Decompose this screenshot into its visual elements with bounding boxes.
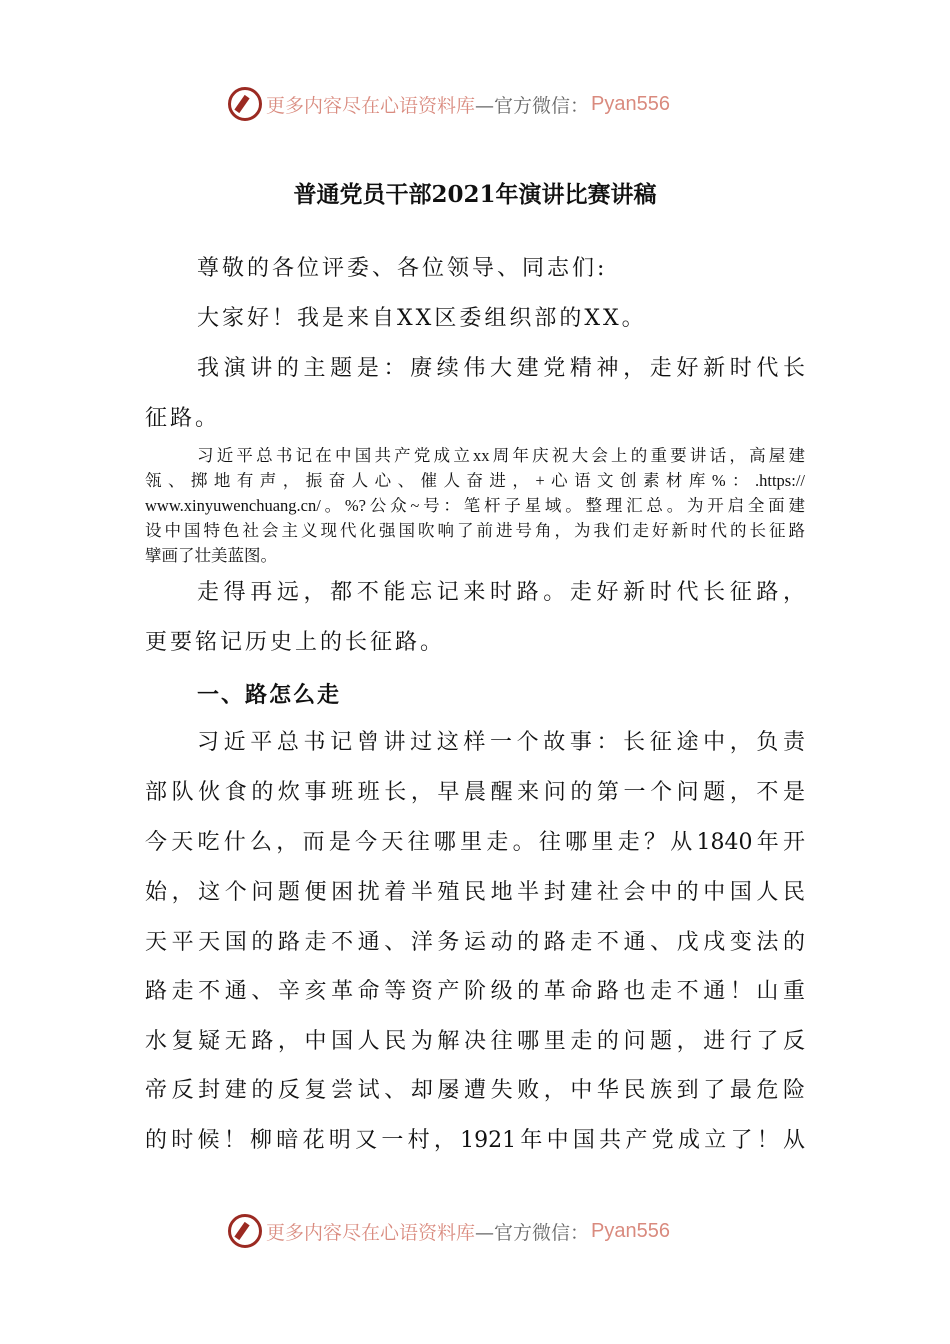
para3-line: 部队伙食的炊事班班长，早晨醒来问的第一个问题，不是 [145, 780, 805, 805]
logo-icon [228, 87, 262, 121]
banner-separator: —官方微信： [475, 94, 590, 117]
theme-line: 征路。 [145, 406, 221, 431]
quote-line: 设中国特色社会主义现代化强国吹响了前进号角，为我们走好新时代的长征路 [145, 521, 805, 540]
quote-line: 瓴、掷地有声，振奋人心、催人奋进，+心语文创素材库%：.https:// [145, 471, 805, 490]
para3-line: 始，这个问题便困扰着半殖民地半封建社会中的中国人民 [145, 880, 805, 905]
banner-text: 更多内容尽在心语资料库 [266, 1221, 476, 1244]
para3-line: 天平天国的路走不通、洋务运动的路走不通、戊戌变法的 [145, 930, 805, 955]
para3-line: 今天吃什么，而是今天往哪里走。往哪里走？从1840年开 [145, 830, 805, 855]
para2-line: 走得再远，都不能忘记来时路。走好新时代长征路， [197, 580, 805, 605]
logo-icon [228, 1214, 262, 1248]
intro: 大家好！我是来自XX区委组织部的XX。 [197, 306, 647, 331]
para3-line: 的时候！柳暗花明又一村，1921年中国共产党成立了！从 [145, 1128, 805, 1153]
section-heading: 一、路怎么走 [197, 683, 342, 708]
header-watermark-banner [228, 86, 708, 122]
para3-line: 习近平总书记曾讲过这样一个故事：长征途中，负责 [197, 730, 805, 755]
quote-line: www.xinyuwenchuang.cn/。%?公众~号：笔杆子星域。整理汇总。为开启全面建 [145, 496, 805, 515]
banner-separator: —官方微信： [475, 1221, 590, 1244]
quote-line: 习近平总书记在中国共产党成立xx周年庆祝大会上的重要讲话，高屋建 [197, 446, 805, 465]
greeting: 尊敬的各位评委、各位领导、同志们: [197, 256, 608, 281]
footer-watermark-banner [228, 1213, 708, 1249]
para2-line: 更要铭记历史上的长征路。 [145, 630, 446, 655]
document-title: 普通党员干部2021年演讲比赛讲稿 [293, 181, 657, 208]
theme-line: 我演讲的主题是：赓续伟大建党精神，走好新时代长 [197, 356, 805, 381]
banner-wechat: Pyan556 [591, 1219, 670, 1242]
para3-line: 路走不通、辛亥革命等资产阶级的革命路也走不通！山重 [145, 979, 805, 1004]
quote-line: 擘画了壮美蓝图。 [145, 546, 277, 565]
banner-wechat: Pyan556 [591, 92, 670, 115]
para3-line: 帝反封建的反复尝试、却屡遭失败，中华民族到了最危险 [145, 1078, 805, 1103]
banner-text: 更多内容尽在心语资料库 [266, 94, 476, 117]
para3-line: 水复疑无路，中国人民为解决往哪里走的问题，进行了反 [145, 1029, 805, 1054]
